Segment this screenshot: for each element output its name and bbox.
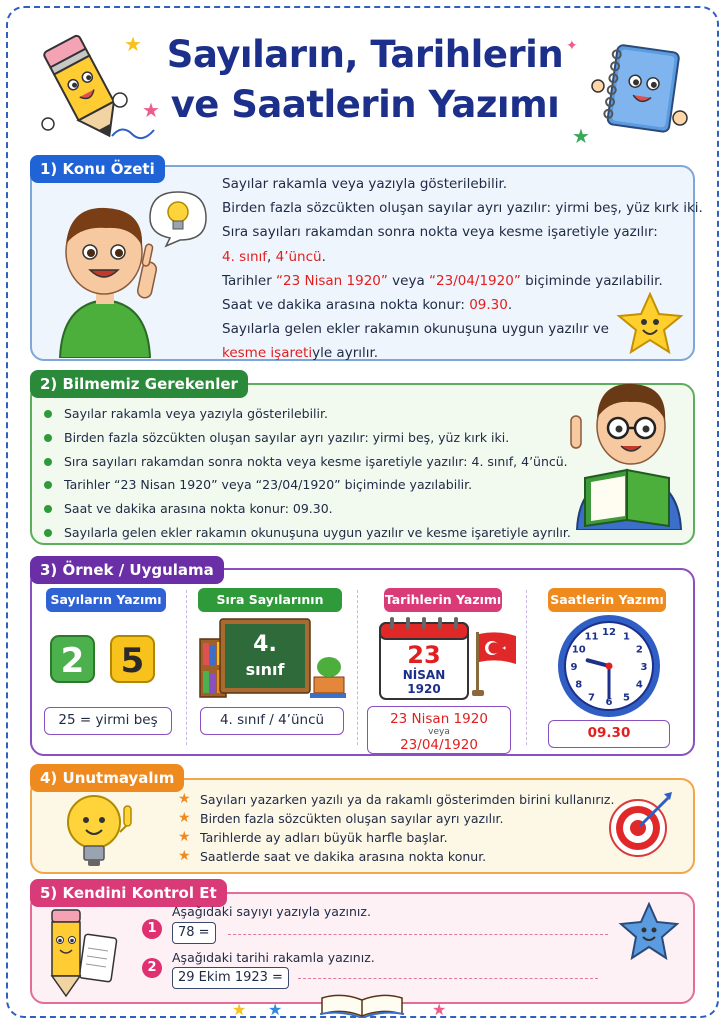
open-book-icon [318,990,406,1018]
clock-number: 10 [571,644,586,656]
column-title-saatler: Saatlerin Yazımı [548,588,666,612]
page-title-line-2: ve Saatlerin Yazımı [170,83,560,126]
calendar-day: 23 [407,641,441,669]
question-2-number: 2 [142,958,162,978]
section-1-label: 1) Konu Özeti [30,155,165,183]
star-bullet-icon: ★ [178,848,191,864]
star-icon: ★ [142,98,160,122]
summary-line [222,245,692,269]
star-bullet-icon: ★ [178,829,191,845]
calendar-year: 1920 [407,682,441,696]
bullet-icon [44,481,52,489]
star-icon: ★ [268,1000,283,1019]
text-span: , [267,248,276,265]
question-1-text: Aşağıdaki sayıyı yazıyla yazınız. [172,904,371,919]
star-bullet-icon: ★ [178,810,191,826]
column-title-sayilar: Sayıların Yazımı [46,588,166,612]
list-item-text: Tarihler “23 Nisan 1920” veya “23/04/1920” biçiminde yazılabilir. [64,477,473,493]
calendar-icon [376,615,472,701]
clock-number: 8 [575,679,583,691]
boy-reading-icon [565,370,693,530]
list-item-text: Sayılar rakamla veya yazıyla gösterilebilir. [64,406,328,421]
bullet-icon [44,529,52,537]
answer-line-1[interactable] [228,934,608,935]
list-item [178,809,614,828]
clock-number: 2 [635,644,643,656]
question-1-box: 78 = [172,922,216,944]
highlight-text: “23 Nisan 1920” [276,272,388,289]
section-4-label: 4) Unutmayalım [30,764,184,792]
clock-number: 3 [640,662,648,673]
answer-box: 25 = yirmi beş [44,707,172,735]
text-span: . [321,248,326,265]
clock-icon [555,612,663,720]
list-item [178,828,614,847]
summary-line [222,269,692,293]
list-item [44,450,568,474]
question-1-number: 1 [142,919,162,939]
list-item-text: Saatlerde saat ve dakika arasına nokta konur. [200,849,487,864]
calendar-month: NİSAN [402,668,446,682]
section-1-text [222,172,703,366]
clock-number: 12 [602,627,616,638]
list-item [44,426,564,450]
list-item-text: Sayılarla gelen ekler rakamın okunuşuna uygun yazılır ve kesme işaretiyle ayrılır. [64,524,571,540]
notebook-mascot-icon [590,40,690,140]
clock-number: 11 [584,631,599,643]
summary-line: Sayılar rakamla veya yazıyla gösterilebilir. [222,176,508,192]
list-item-text: Sayıları yazarken yazılı ya da rakamlı gösterimden birini kullanırız. [200,792,615,807]
bullet-icon [44,505,52,513]
lightbulb-mascot-icon [56,792,146,868]
list-item [44,521,571,545]
star-icon: ★ [432,1000,447,1019]
summary-line: Birden fazla sözcükten oluşan sayılar ayrı yazılır: yirmi beş, yüz kırk iki. [222,200,703,217]
list-item [44,497,564,521]
chalkboard-icon [198,617,346,699]
answer-box: 09.30 [548,720,670,748]
section-5-label: 5) Kendini Kontrol Et [30,879,227,907]
text-span: Saat ve dakika arasına nokta konur: [222,297,470,314]
section-3-label: 3) Örnek / Uygulama [30,556,224,584]
summary-line: Sıra sayıları rakamdan sonra nokta veya kesme işaretiyle yazılır: [222,224,658,241]
highlight-text: “23/04/1920” [429,272,521,289]
star-icon: ✦ [566,38,578,54]
clock-number: 6 [605,697,613,708]
answer-box: 4. sınıf / 4’üncü [200,707,344,735]
clock-number: 1 [623,631,630,643]
pencil-writing-icon [42,906,126,1000]
page-title [150,30,580,130]
section-4-list [178,790,614,866]
column-divider [357,590,358,745]
answer-line-2[interactable] [298,978,598,979]
star-icon: ★ [572,124,590,148]
bullet-icon [44,434,52,442]
answer-date-text: 23 Nisan 1920 [390,711,488,727]
question-2-box: 29 Ekim 1923 = [172,967,289,989]
turkish-flag-icon [472,628,520,698]
answer-or-text: veya [428,727,450,737]
text-span: veya [387,272,430,289]
column-title-tarihler: Tarihlerin Yazımı [384,588,502,612]
star-bullet-icon: ★ [178,791,191,807]
list-item [44,473,564,497]
target-icon [606,790,676,860]
highlight-text: kesme işareti [222,345,313,362]
column-divider [526,590,527,745]
star-icon: ★ [232,1000,247,1019]
bullet-icon [44,458,52,466]
list-item-text: Birden fazla sözcükten oluşan sayılar ayrı yazılır: yirmi beş, yüz kırk iki. [64,429,510,445]
lightbulb-icon [140,188,214,248]
summary-line [222,341,692,365]
list-item-text: Saat ve dakika arasına nokta konur: 09.30. [64,501,333,517]
star-smile-icon [618,902,680,960]
list-item-text: Tarihlerde ay adları büyük harfle başlar. [200,830,448,845]
list-item-text: Birden fazla sözcükten oluşan sayılar ayrı yazılır. [200,811,504,826]
column-divider [186,590,187,745]
question-2-text: Aşağıdaki tarihi rakamla yazınız. [172,950,375,965]
summary-line [222,293,692,317]
text-span: yle ayrılır. [312,345,379,362]
list-item-text: Sıra sayıları rakamdan sonra nokta veya kesme işaretiyle yazılır: 4. sınıf, 4’üncü. [64,453,568,469]
list-item [178,847,614,866]
board-word: sınıf [245,660,285,679]
page-title-line-1: Sayıların, Tarihlerin [166,33,564,76]
section-2-list [44,402,571,545]
highlight-text: 09.30 [469,297,508,314]
text-span: Tarihler [222,272,277,289]
highlight-text: 4’üncü [275,248,322,265]
text-span: biçiminde yazılabilir. [520,272,663,289]
bullet-icon [44,410,52,418]
clock-number: 4 [635,679,643,691]
clock-number: 9 [570,662,578,673]
clock-number: 7 [588,692,595,704]
column-title-sira-sayilari: Sıra Sayılarının [198,588,342,612]
board-number: 4. [253,632,277,657]
answer-date-numeric: 23/04/1920 [400,737,478,753]
clock-number: 5 [623,692,630,704]
list-item [44,402,564,426]
summary-line: Sayılarla gelen ekler rakamın okunuşuna uygun yazılır ve [222,321,609,338]
text-span: . [507,297,513,314]
digit-tile: 2 [50,635,95,683]
digit-tile: 5 [110,635,155,683]
star-icon: ★ [124,32,142,56]
section-2-label: 2) Bilmemiz Gerekenler [30,370,248,398]
list-item [178,790,614,809]
answer-box-date [367,706,511,754]
highlight-text: 4. sınıf [222,248,268,265]
